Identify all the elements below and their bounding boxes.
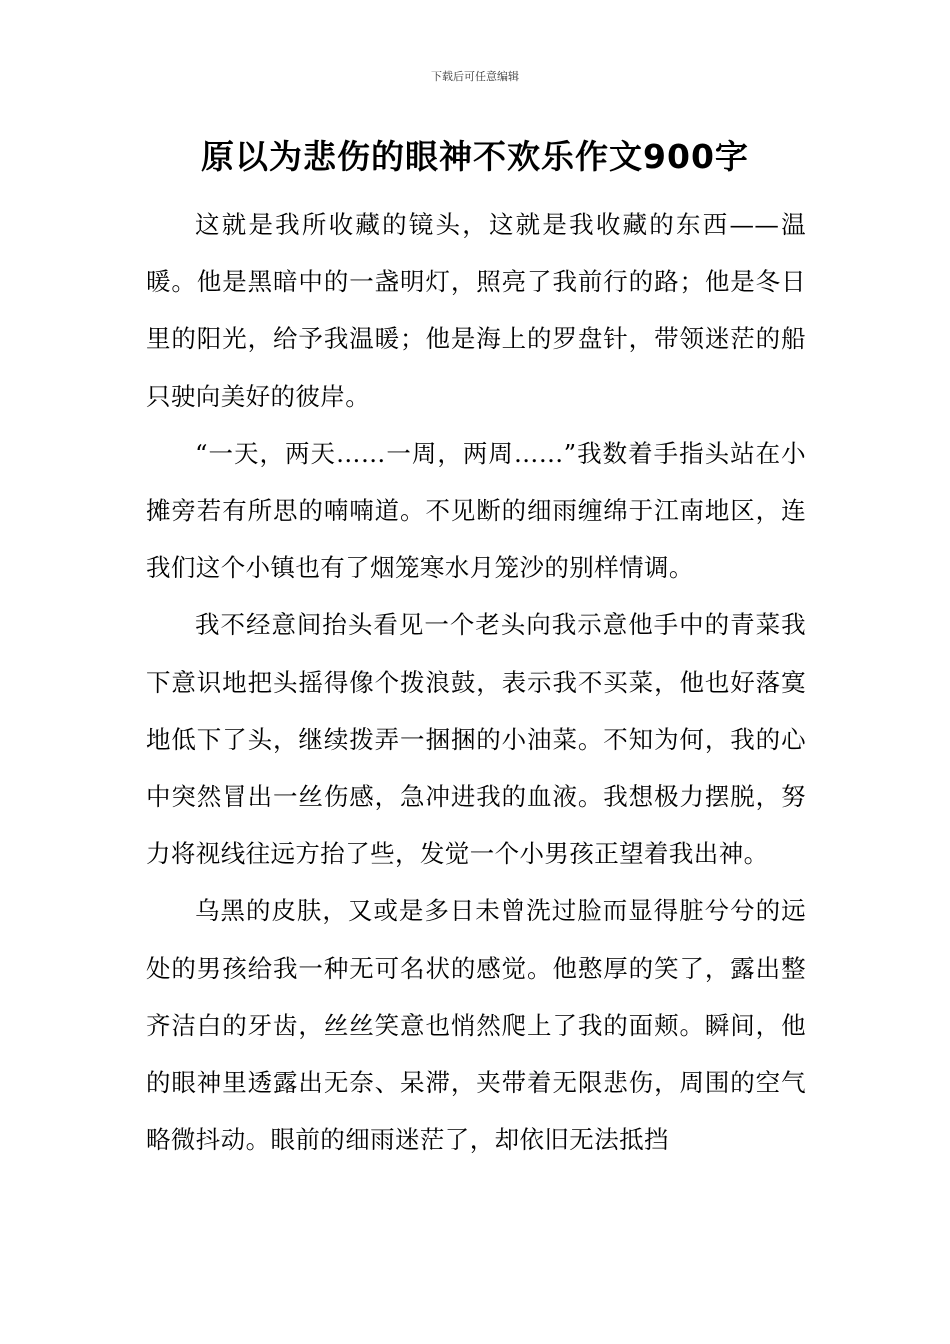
document-title: 原以为悲伤的眼神不欢乐作文900字	[201, 137, 749, 176]
paragraph-4: 乌黑的皮肤，又或是多日未曾洗过脸而显得脏兮兮的远处的男孩给我一种无可名状的感觉。他憨厚的笑了，露出整齐洁白的牙齿，丝丝笑意也悄然爬上了我的面颊。瞬间，他的眼神里透露出无奈、呆滞，夹带着无限悲伤，周围的空气略微抖动。眼前的细雨迷茫了，却依旧无法抵挡	[146, 896, 806, 1155]
header-note: 下载后可任意编辑	[431, 70, 519, 83]
document-body	[146, 196, 806, 1168]
paragraph-1: 这就是我所收藏的镜头，这就是我收藏的东西——温暖。他是黑暗中的一盏明灯，照亮了我前行的路；他是冬日里的阳光，给予我温暖；他是海上的罗盘针，带领迷茫的船只驶向美好的彼岸。	[146, 210, 806, 411]
paragraph-3: 我不经意间抬头看见一个老头向我示意他手中的青菜我下意识地把头摇得像个拨浪鼓，表示我不买菜，他也好落寞地低下了头，继续拨弄一捆捆的小油菜。不知为何，我的心中突然冒出一丝伤感，急冲进我的血液。我想极力摆脱，努力将视线往远方抬了些，发觉一个小男孩正望着我出神。	[146, 610, 806, 869]
paragraph-2: “一天，两天……一周，两周……”我数着手指头站在小摊旁若有所思的喃喃道。不见断的细雨缠绵于江南地区，连我们这个小镇也有了烟笼寒水月笼沙的别样情调。	[146, 438, 806, 583]
